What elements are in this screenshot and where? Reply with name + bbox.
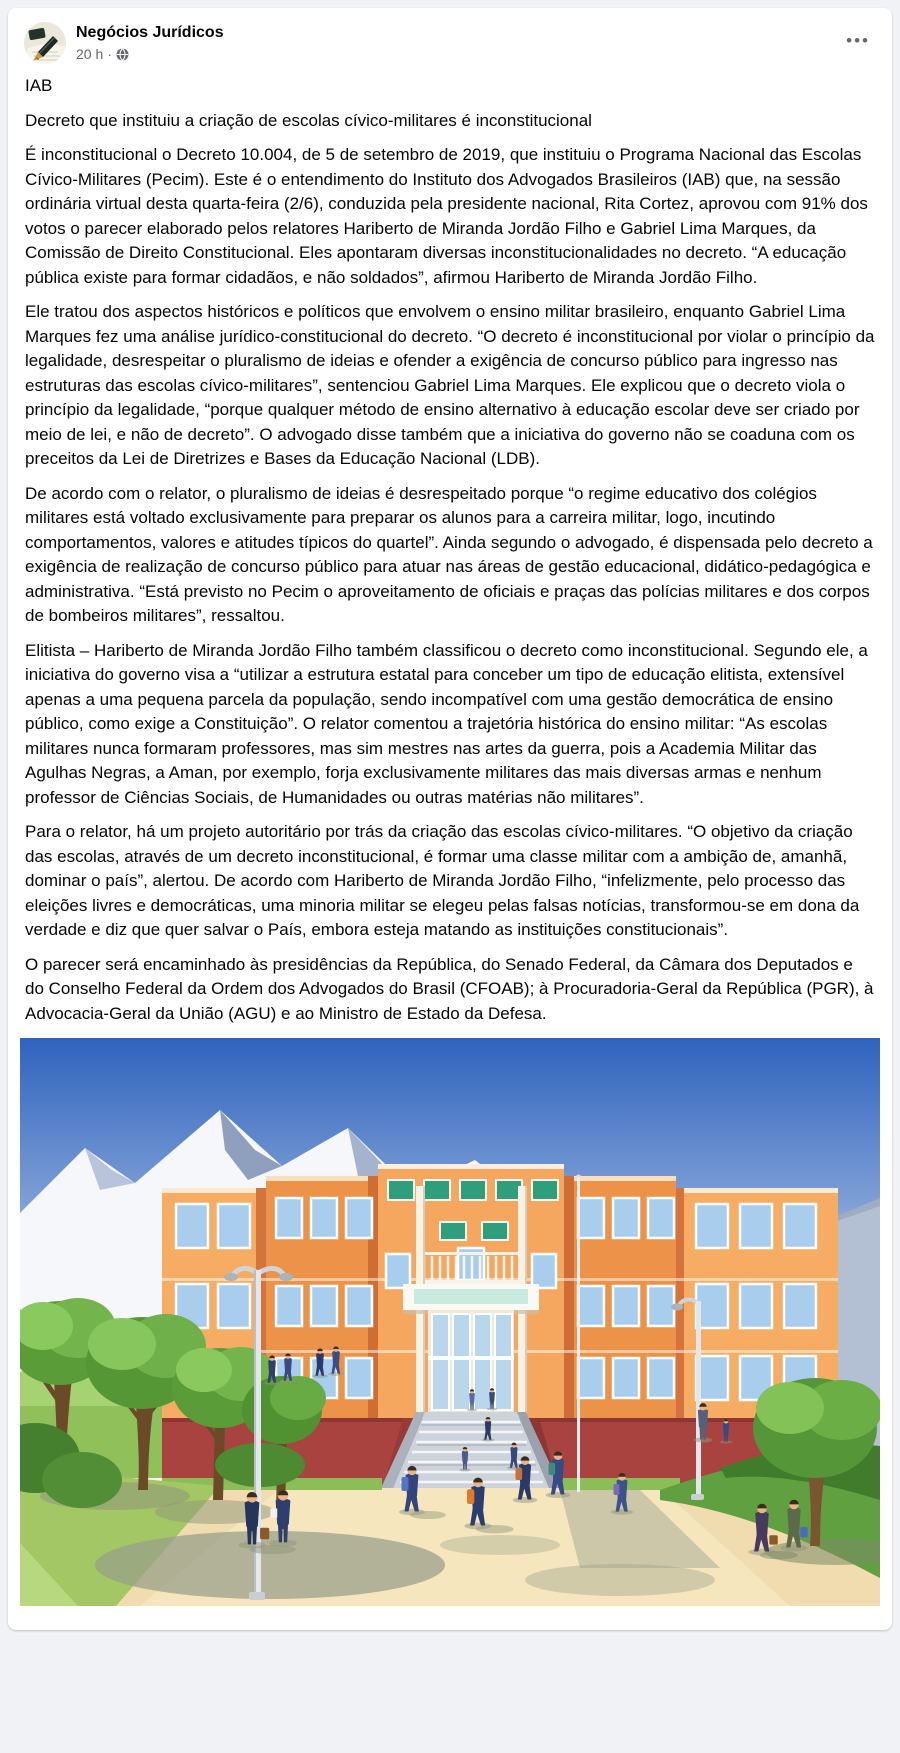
post-paragraph: Para o relator, há um projeto autoritário por trás da criação das escolas cívico-militares. “O objetivo da criação das escolas, através de um decreto inconstitucional, é formar uma classe militar com a ambição de, amanhã, dominar o país”, alertou. De acordo com Hariberto de Miranda Jordão Filho, “infelizmente, pelo processo das eleições livres e democráticas, uma minoria militar se elegeu pelas falsas notícias, transformou-se em dona da verdade e diz que quer salvar o País, embora esteja matando as instituições constitucionais”. [25, 822, 860, 939]
post-paragraph: O parecer será encaminhado às presidências da República, do Senado Federal, da Câmara dos Deputados e do Conselho Federal da Ordem dos Advogados do Brasil (CFOAB); à Procuradoria-Geral da República (PGR), à Advocacia-Geral da União (AGU) e ao Ministro de Estado da Defesa. [25, 954, 874, 1023]
author-name[interactable]: Negócios Jurídicos [76, 24, 224, 41]
post-intro: IAB [25, 76, 53, 95]
post-paragraph: É inconstitucional o Decreto 10.004, de 5 de setembro de 2019, que instituiu o Programa Nacional das Escolas Cívico-Militares (Pecim). Este é o entendimento do Instituto dos Advogados Brasileiros (IAB) que, na sessão ordinária virtual desta quarta-feira (2/6), conduzida pela presidente nacional, Rita Cortez, aprovou com 91% dos votos o parecer elaborado pelos relatores Hariberto de Miranda Jordão Filho e Gabriel Lima Marques, da Comissão de Direito Constitucional. Eles apontaram diversas inconstitucionalidades no decreto. “A educação pública existe para formar cidadãos, e não soldados”, afirmou Hariberto de Miranda Jordão Filho. [25, 145, 868, 287]
dot-separator: · [107, 46, 112, 62]
privacy-globe-icon [116, 48, 129, 61]
author-avatar[interactable] [24, 22, 66, 64]
post-paragraph: Ele tratou dos aspectos históricos e políticos que envolvem o ensino militar brasileiro, enquanto Gabriel Lima Marques fez uma análise jurídico-constitucional do decreto. “O decreto é inconstitucional por violar o princípio da legalidade, desrespeitar o pluralismo de ideias e ofender a exigência de concurso público para ingresso nas estruturas das escolas cívico-militares”, sentenciou Gabriel Lima Marques. Ele explicou que o decreto viola o princípio da legalidade, “porque qualquer método de ensino alternativo à educação escolar deve ser criado por meio de lei, e não de decreto”. O advogado disse também que a iniciativa do governo não se coaduna com os preceitos da Lei de Diretrizes e Bases da Educação Nacional (LDB). [25, 302, 875, 468]
pen-avatar-image [24, 22, 66, 64]
more-options-button[interactable] [844, 32, 872, 50]
post-image[interactable] [20, 1038, 880, 1606]
header-meta [76, 22, 224, 62]
post-timestamp[interactable]: 20 h [76, 46, 104, 62]
post-subline [76, 46, 224, 62]
post-paragraph: Elitista – Hariberto de Miranda Jordão Filho também classificou o decreto como inconstitucional. Segundo ele, a iniciativa do governo visa a “utilizar a estrutura estatal para conceber um tipo de educação elitista, extensível apenas a uma pequena parcela da população, sendo incompatível com uma gestão democrática de ensino público, como exige a Constituição”. O relator comentou a trajetória histórica do ensino militar: “As escolas militares nunca formaram professores, mas sim mestres nas artes da guerra, pois a Academia Militar das Agulhas Negras, a Aman, por exemplo, forja exclusivamente militares das mais diversas armas e nenhum professor de Ciências Sociais, de Humanidades ou outras matérias não militares”. [25, 640, 868, 807]
post-header [8, 8, 892, 70]
facebook-post-card [8, 8, 892, 1630]
school-illustration [20, 1038, 880, 1606]
post-text [8, 70, 892, 1026]
post-paragraph: De acordo com o relator, o pluralismo de ideias é desrespeitado porque “o regime educativo dos colégios militares está voltado exclusivamente para preparar os alunos para a carreira militar, logo, incutindo comportamentos, valores e atitudes típicos do quartel”. Ainda segundo o advogado, é dispensada pelo decreto a exigência de realização de concurso público para atuar nas áreas de gestão educacional, didático-pedagógica e administrativa. “Está previsto no Pecim o aproveitamento de oficiais e praças das polícias militares e dos corpos de bombeiros militares”, ressaltou. [25, 483, 873, 625]
ellipsis-icon: ••• [846, 31, 870, 50]
post-title: Decreto que instituiu a criação de escolas cívico-militares é inconstitucional [25, 110, 592, 130]
